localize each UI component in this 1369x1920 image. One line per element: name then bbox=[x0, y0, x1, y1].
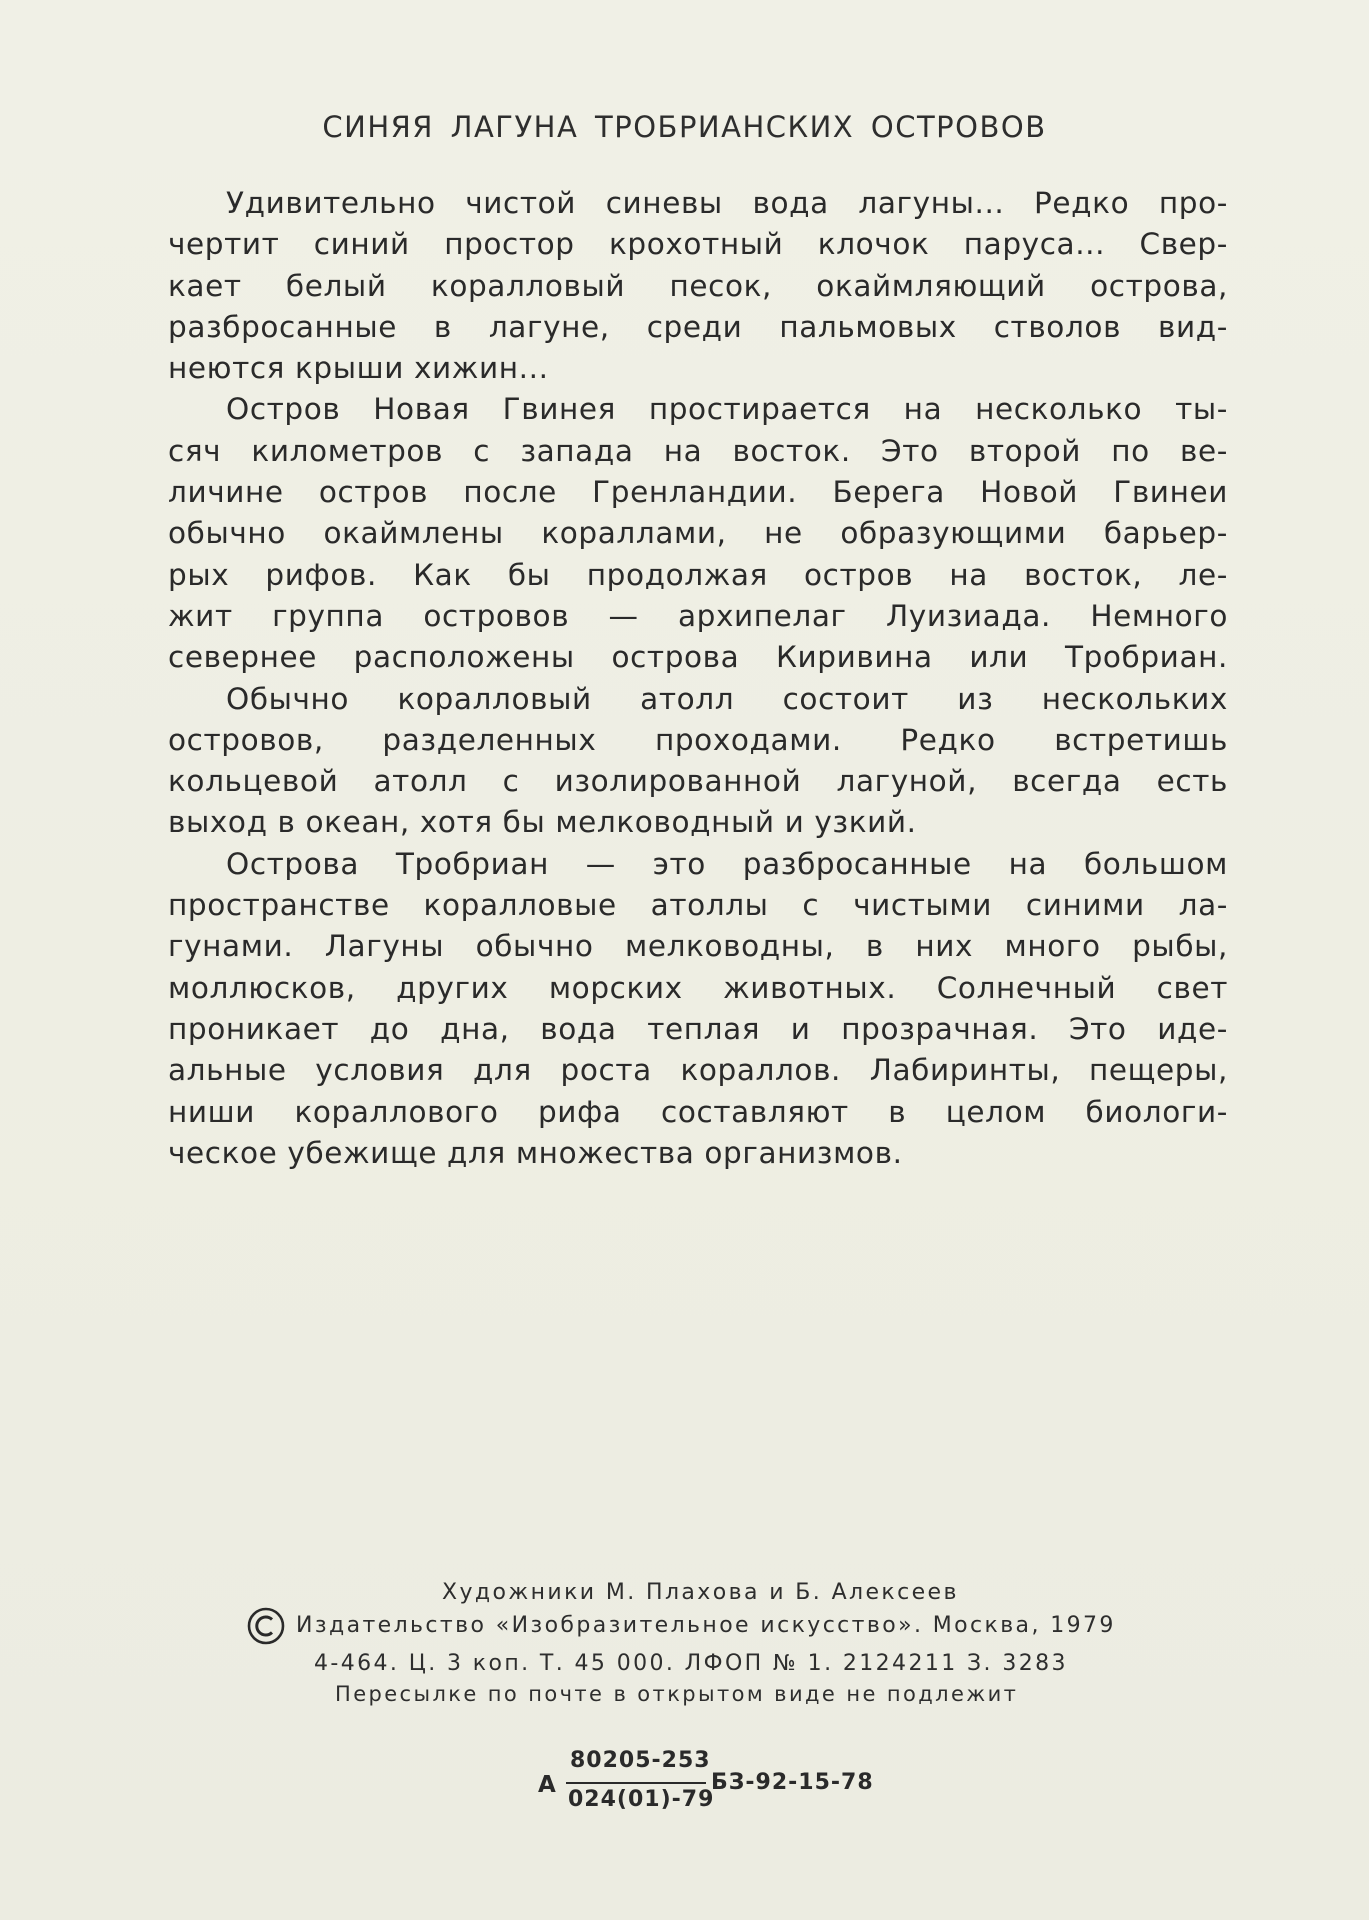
text-line: гунами. Лагуны обычно мелководны, в них много рыбы, bbox=[168, 929, 1228, 964]
copyright-icon bbox=[246, 1606, 286, 1646]
text-line: альные условия для роста кораллов. Лабиринты, пещеры, bbox=[168, 1053, 1228, 1088]
catalog-numerator: 80205-253 bbox=[570, 1748, 711, 1773]
text-line: Обычно коралловый атолл состоит из нескольких bbox=[226, 681, 1228, 716]
text-line: ниши кораллового рифа составляют в целом биологи- bbox=[168, 1094, 1228, 1129]
text-line: пространстве коралловые атоллы с чистыми синими ла- bbox=[168, 888, 1228, 923]
text-line: Остров Новая Гвинея простирается на несколько ты- bbox=[226, 392, 1228, 427]
text-line: рых рифов. Как бы продолжая остров на восток, ле- bbox=[168, 557, 1228, 592]
text-line: чертит синий простор крохотный клочок паруса... Свер- bbox=[168, 227, 1228, 262]
text-line: сяч километров с запада на восток. Это второй по ве- bbox=[168, 433, 1228, 468]
text-line: выход в океан, хотя бы мелководный и узкий. bbox=[168, 805, 917, 840]
mail-note: Пересылке по почте в открытом виде не подлежит bbox=[335, 1682, 1019, 1706]
catalog-letter: А bbox=[538, 1772, 556, 1798]
text-line: личине остров после Гренландии. Берега Новой Гвинеи bbox=[168, 475, 1228, 510]
page-title: СИНЯЯ ЛАГУНА ТРОБРИАНСКИХ ОСТРОВОВ bbox=[322, 110, 1047, 144]
article-body bbox=[168, 183, 1228, 1174]
print-info-line: 4-464. Ц. 3 коп. Т. 45 000. ЛФОП № 1. 2124211 З. 3283 bbox=[314, 1651, 1068, 1676]
text-line: обычно окаймлены кораллами, не образующими барьер- bbox=[168, 516, 1228, 551]
catalog-denominator: 024(01)-79 bbox=[568, 1787, 715, 1812]
fraction-bar bbox=[566, 1782, 706, 1784]
catalog-code: БЗ-92-15-78 bbox=[711, 1770, 874, 1795]
text-line: кольцевой атолл с изолированной лагуной, всегда есть bbox=[168, 764, 1228, 799]
text-line: кает белый коралловый песок, окаймляющий острова, bbox=[168, 268, 1228, 303]
artists-credit: Художники М. Плахова и Б. Алексеев bbox=[442, 1580, 959, 1605]
text-line: неются крыши хижин... bbox=[168, 351, 549, 386]
text-line: Удивительно чистой синевы вода лагуны... Редко про- bbox=[226, 186, 1228, 220]
text-line: Острова Тробриан — это разбросанные на большом bbox=[226, 846, 1228, 881]
publisher-line: Издательство «Изобразительное искусство». Москва, 1979 bbox=[296, 1613, 1116, 1638]
text-line: жит группа островов — архипелаг Луизиада. Немного bbox=[168, 598, 1228, 633]
text-line: севернее расположены острова Киривина или Тробриан. bbox=[168, 640, 1228, 675]
text-line: проникает до дна, вода теплая и прозрачная. Это иде- bbox=[168, 1011, 1228, 1046]
text-line: ческое убежище для множества организмов. bbox=[168, 1135, 903, 1170]
text-line: разбросанные в лагуне, среди пальмовых стволов вид- bbox=[168, 309, 1228, 344]
text-line: моллюсков, других морских животных. Солнечный свет bbox=[168, 970, 1228, 1005]
text-line: островов, разделенных проходами. Редко встретишь bbox=[168, 722, 1228, 757]
